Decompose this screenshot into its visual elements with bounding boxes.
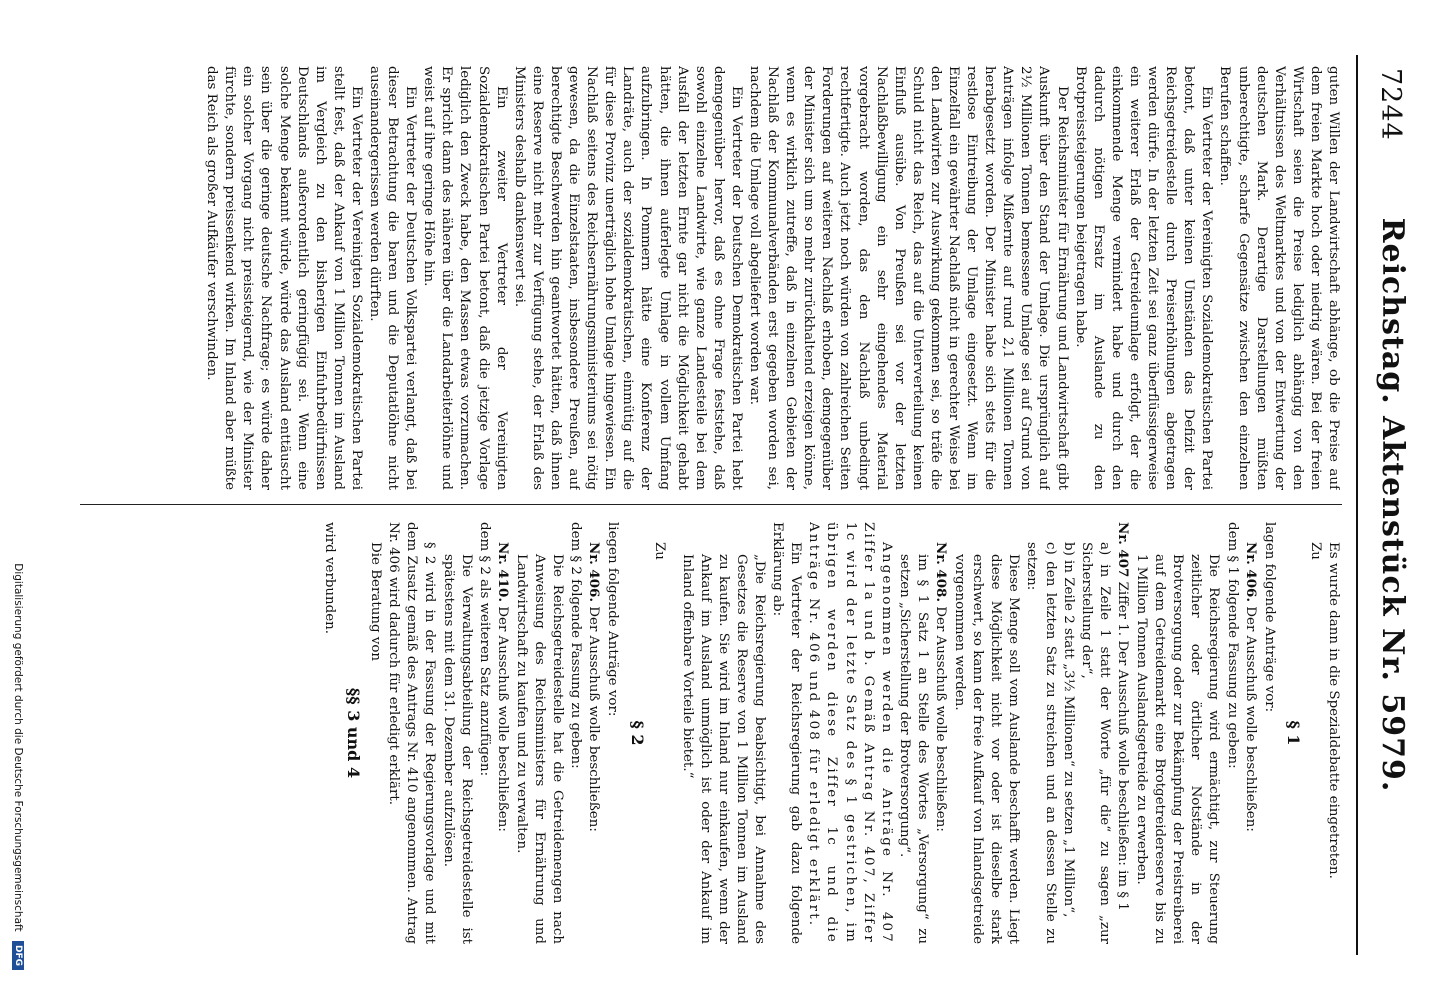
paragraph: Ein Vertreter der Reichsregierung gab dazu folgende Erklärung ab: (770, 522, 804, 944)
motion-number: Nr. 406. (586, 542, 603, 603)
motion-text: Der Ausschuß wolle beschließen: (1242, 606, 1258, 832)
header-rule (1356, 55, 1358, 955)
left-column (80, 66, 1342, 490)
motion-item: a) in Zeile 1 statt der Worte „für die“ zu sagen „zur Sicherstellung der“, (1078, 542, 1112, 944)
motion-body: im § 1 Satz 1 an Stelle des Wortes „Versorgung“ zu setzen „Sicherstellung der Brotversorgung“. (896, 554, 930, 944)
motion-item: b) in Zeile 2 statt „3½ Millionen“ zu setzen „1 Million“, (1060, 542, 1076, 918)
motion-text: Der Ausschuß wolle beschließen: (494, 606, 510, 832)
paragraph: Angenommen werden die Anträge Nr. 407 Ziffer 1a und b. Gemäß Antrag Nr. 407, Ziffer 1c wird der letzte Satz des § 1 gestrichen, im übrigen werden diese Ziffer 1c und die Anträge Nr. 406 und 408 für erledigt erklärt. (806, 522, 894, 944)
column-divider (80, 504, 1342, 505)
zu-label: Zu (651, 542, 667, 560)
paragraph: § 2 wird in der Fassung der Regierungsvorlage und mit dem Zusatz gemäß des Antrags Nr. 410 angenommen. Antrag Nr. 406 wird dadurch für erledigt erklärt. (386, 522, 438, 944)
motion-number: Nr. 408. (933, 542, 950, 603)
motion-text: Ziffer 1. Der Ausschuß wolle beschließen: im § 1 (1114, 581, 1130, 911)
motion-body: Diese Menge soll vom Auslande beschafft werden. Liegt diese Möglichkeit nicht vor oder ist dieselbe stark erschwert, so kann der freie Aufkauf von Inlandsgetreide vorgenommen werden. (952, 554, 1022, 944)
paragraph: Ein Vertreter der Vereinigten Sozialdemokratischen Partei stellt fest, daß der Ankauf von 1 Million Tonnen im Ausland im Vergleich zu den bisherigen Einfuhrbedürfnissen Deutschlands außerordentlich geringfügig sei. Wenn eine solche Menge bekannt würde, würde das Ausland enttäuscht sein über die geringe deutsche Nachfrage; es würde daher ein solcher Vorgang nicht preissteigernd, wie der Minister fürchte, sondern preissenkend wirken. Im Inland aber müßte das Reich als großer Aufkäufer verschwinden. (204, 66, 364, 490)
paragraph: liegen folgende Anträge vor: (605, 522, 621, 717)
credit-text: Digitalisierung gefördert durch die Deutsche Forschungsgemeinschaft (12, 563, 24, 932)
paragraph: Ein Vertreter der Deutschen Volkspartei verlangt, daß bei dieser Betrachtung die baren und die Deputatlöhne nicht auseinandergerissen werden dürften. (367, 66, 419, 490)
right-column (80, 522, 1342, 944)
motion-sub: dem § 2 als weiteren Satz anzufügen: (476, 522, 492, 777)
motion-sub: dem § 2 folgende Fassung zu geben: (568, 522, 584, 769)
paragraph: lagen folgende Anträge vor: (1261, 522, 1277, 713)
zu-label: Zu (1307, 542, 1323, 560)
page-title: Reichstag. Aktenstück Nr. 5979. (1375, 217, 1410, 793)
paragraph: Ein Vertreter der Vereinigten Sozialdemokratischen Partei betont, daß unter keinen Umständen das Defizit der Reichsgetreidestelle durch Preiserhöhungen abgetragen werden dürfe. In der letzten Zeit sei ganz überflüssigerweise ein weiterer Erlaß der Getreideumlage erfolgt, der die einkommende Menge vermindert habe und durch den dadurch nötigen Ersatz im Auslande zu den Brotpreissteigerungen beigetragen habe. (1072, 66, 1215, 490)
motion-body: Die Reichsgetreidestelle hat die Getreidemengen nach Anweisung des Reichsministers für Ernährung und Landwirtschaft zu kaufen und zu verwalten. (513, 554, 566, 944)
quoted-declaration: „Die Reichsregierung beabsichtigt, bei Annahme des Gesetzes die Reserve von 1 Million Tonnen im Ausland zu kaufen. Sie wird im Inland nur einkaufen, wenn der Ankauf im Ausland unmöglich ist oder der Ankauf im Inland offenbare Vorteile bietet.“ (679, 554, 768, 944)
motion-item: c) den letzten Satz zu streichen und an dessen Stelle zu setzen: (1024, 542, 1058, 944)
motion-number: Nr. 407 (1114, 522, 1131, 578)
section-heading-1: § 1 (1283, 720, 1303, 746)
paragraph: guten Willen der Landwirtschaft abhänge, ob die Preise auf dem freien Markte hoch oder niedrig wären. Bei der freien Wirtschaft seien die Preise lediglich abhängig von den Verhältnissen des Weltmarktes und von der Entwertung der deutschen Mark. Derartige Darstellungen müßten unberechtigte, scharfe Gegensätze zwischen den einzelnen Berufen schaffen. (1217, 66, 1341, 490)
digitization-credit (6, 350, 24, 970)
motion-text: Der Ausschuß wolle beschließen: (586, 606, 602, 832)
page-number: 7244 (1375, 68, 1406, 141)
paragraph: Ein zweiter Vertreter der Vereinigten Sozialdemokratischen Partei betont, daß die jetzige Vorlage lediglich den Zweck habe, den Massen etwas vorzumachen. Er spricht dann des näheren über die Landarbeiterlöhne und weist auf ihre geringe Höhe hin. (421, 66, 509, 490)
paragraph: Ein Vertreter der Deutschen Demokratischen Partei hebt demgegenüber hervor, daß es ohne Frage feststehe, daß sowohl einzelne Landwirte, wie ganze Landesteile bei dem Ausfall der letzten Ernte gar nicht die Möglichkeit gehabt hätten, die ihnen auferlegte Umlage in vollem Umfang aufzubringen. In Pommern hätte eine Konferenz der Landräte, auch der sozialdemokratischen, einmütig auf die für diese Provinz unerträglich hohe Umlage hingewiesen. Ein Nachlaß seitens des Reichsernährungsministeriums sei nötig gewesen, da die Einzelstaaten, insbesondere Preußen, auf berechtigte Beschwerden hin geantwortet hätten, daß ihnen eine Reserve nicht mehr zur Verfügung stehe, der Erlaß des Ministers deshalb dankenswert sei. (511, 66, 744, 490)
paragraph: Es wurde dann in die Spezialdebatte eingetreten. (1326, 542, 1341, 879)
motion-body: Die Verwaltungsabteilung der Reichsgetreidestelle ist spätestens mit dem 31. Dezember aufzulösen. (440, 554, 474, 944)
motion-body: Die Reichsregierung wird ermächtigt, zur Steuerung zeitlicher oder örtlicher Notstände in der Brotversorgung oder zur Bekämpfung der Preistreiberei auf dem Getreidemarkt eine Brotgetreidereserve bis zu 1 Million Tonnen Auslandsgetreide zu erwerben. (1134, 554, 1222, 944)
motion-text: Der Ausschuß wolle beschließen: (933, 606, 949, 832)
paragraph: Die Beratung von (368, 542, 384, 662)
paragraph: Der Reichsminister für Ernährung und Landwirtschaft gibt Auskunft über den Stand der Umlage. Die ursprünglich auf 2½ Millionen Tonnen bemessene Umlage sei auf Grund von Anträgen infolge Mißernte auf rund 2,1 Millionen Tonnen herabgesetzt worden. Der Minister habe sich stets für die restlose Eintreibung der Umlage eingesetzt. Wenn im Einzelfall ein gewährter Nachlaß nicht in gerechter Weise bei den Landwirten zur Auswirkung gekommen sei, so träfe die Schuld nicht das Reich, das auf die Unterverteilung keinen Einfluß ausübe. Von Preußen sei vor der letzten Nachlaßbewilligung ein sehr eingehendes Material vorgebracht worden, das den Nachlaß unbedingt rechtfertigte. Auch jetzt noch würden von zahlreichen Seiten Forderungen auf weiteren Nachlaß erhoben, demgegenüber der Minister sich um so mehr zurückhaltend erzeigen könne, wenn es wirklich zutreffe, daß in einzelnen Gebieten der Nachlaß der Kommunalverbänden erst gegeben worden sei, nachdem die Umlage voll abgeliefert worden war. (747, 66, 1070, 490)
section-heading-2: § 2 (627, 720, 647, 746)
paragraph: wird verbunden. (322, 522, 338, 635)
motion-sub: dem § 1 folgende Fassung zu geben: (1224, 522, 1240, 769)
dfg-logo: DFG (12, 941, 24, 970)
section-heading-3-4: §§ 3 und 4 (344, 687, 364, 779)
page-header (1350, 60, 1414, 950)
motion-number: Nr. 406. (1242, 542, 1259, 603)
motion-number: Nr. 410. (494, 542, 511, 603)
